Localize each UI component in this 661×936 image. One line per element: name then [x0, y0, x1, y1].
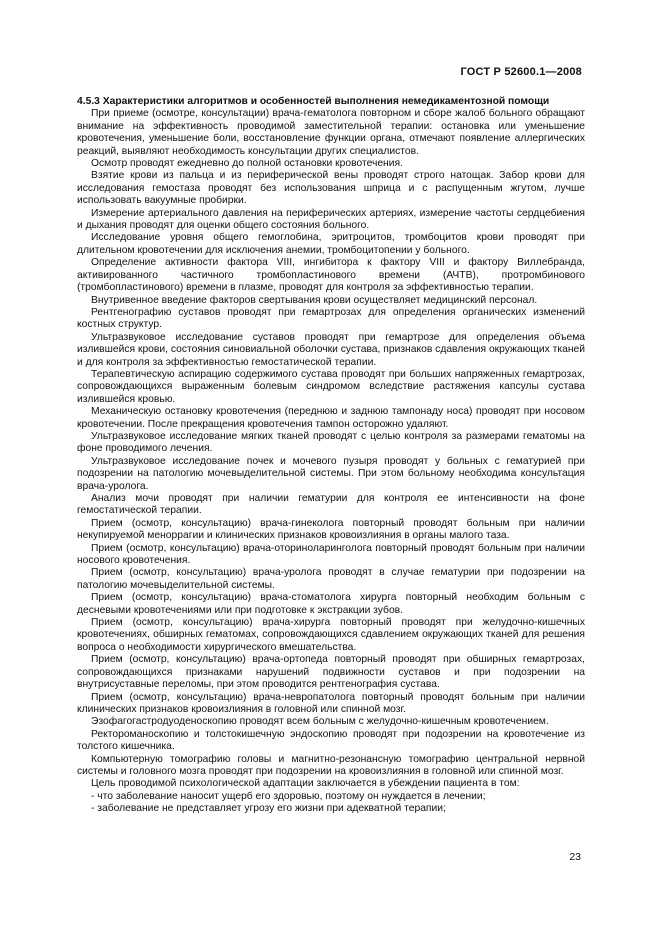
paragraph: При приеме (осмотре, консультации) врача-гематолога повторном и сборе жалоб больного обращают внимание на эффективность проводимой заместительной терапии: остановка или уменьшение кровотечения, уменьшение боли, восстановление функции органа, отмечают появление аллергических реакций, выявляют необходимость консультации других специалистов. [77, 108, 585, 157]
paragraph: Цель проводимой психологической адаптации заключается в убеждении пациента в том: [91, 778, 520, 790]
paragraph: Прием (осмотр, консультацию) врача-уролога проводят в случае гематурии при подозрении на патологию мочевыделительной системы. [77, 567, 585, 591]
paragraph: Анализ мочи проводят при наличии гематурии для контроля ее интенсивности на фоне гемостатической терапии. [77, 493, 585, 517]
paragraph: Компьютерную томографию головы и магнитно-резонансную томографию центральной нервной системы и головного мозга проводят при подозрении на кровоизлияния в головной или спинной мозг. [77, 753, 585, 777]
paragraph: Прием (осмотр, консультацию) врача-гинеколога повторный проводят больным при наличии некупируемой меноррагии и клинических признаков кровоизлияния в органы малого таза. [77, 517, 585, 542]
page-number: 23 [569, 851, 581, 863]
paragraph: Внутривенное введение факторов свертывания крови осуществляет медицинский персонал. [91, 294, 538, 306]
page-body [77, 96, 585, 816]
paragraph: Прием (осмотр, консультацию) врача-ортопеда повторный проводят при обширных гемартрозах, сопровождающихся признаками нарушений подвижности суставов и при подозрении на внутрисуставные переломы, при этом проводится рентгенография сустава. [77, 654, 585, 691]
paragraph: Ректороманоскопию и толстокишечную эндоскопию проводят при подозрении на кровотечение из толстого кишечника. [77, 728, 585, 753]
paragraph: Исследование уровня общего гемоглобина, эритроцитов, тромбоцитов крови проводят при длительном кровотечении для исключения анемии, тромбоцитопении у больного. [77, 232, 585, 256]
paragraph: Прием (осмотр, консультацию) врача-невропатолога повторный проводят больным при наличии клинических признаков кровоизлияния в головной или спинной мозг. [77, 691, 585, 715]
list-item: - что заболевание наносит ущерб его здоровью, поэтому он нуждается в лечении; [91, 790, 486, 802]
paragraph: Рентгенографию суставов проводят при гемартрозах для определения органических изменений костных структур. [77, 306, 585, 331]
paragraph: Определение активности фактора VIII, ингибитора к фактору VIII и фактору Виллебранда, активированного частичного тромбопластинового времени (АЧТВ), протромбинового (тромбопластинового) времени в плазме, проводят для контроля за эффективностью терапии. [77, 257, 585, 294]
paragraph: Измерение артериального давления на периферических артериях, измерение частоты сердцебиения и дыхания проводят для оценки общего состояния больного. [77, 207, 585, 232]
paragraph: Ультразвуковое исследование суставов проводят при гемартрозе для определения объема излившейся крови, состояния синовиальной оболочки сустава, признаков сдавления окружающих тканей и для контроля за эффективностью гемостатической терапии. [77, 331, 585, 368]
paragraph: Взятие крови из пальца и из периферической вены проводят строго натощак. Забор крови для исследования гемостаза проводят без использования шприца и с распущенным жгутом, лучше использовать вакуумные пробирки. [77, 170, 585, 207]
document-header: ГОСТ Р 52600.1—2008 [460, 66, 582, 78]
paragraph: Эзофагогастродуоденоскопию проводят всем больным с желудочно-кишечным кровотечением. [91, 716, 549, 728]
section-heading: 4.5.3 Характеристики алгоритмов и особенностей выполнения немедикаментозной помощи [77, 96, 550, 107]
paragraph: Прием (осмотр, консультацию) врача-хирурга повторный проводят при желудочно-кишечных кровотечениях, обширных гематомах, сопровождающихся сдавлением окружающих тканей для решения вопроса о необходимости хирургического вмешательства. [77, 617, 585, 653]
list-item: - заболевание не представляет угрозу его жизни при адекватной терапии; [91, 803, 446, 815]
paragraph: Механическую остановку кровотечения (переднюю и заднюю тампонаду носа) проводят при носовом кровотечении. После прекращения кровотечения тампон осторожно удаляют. [77, 406, 585, 430]
paragraph: Прием (осмотр, консультацию) врача-стоматолога хирурга повторный необходим больным с десневыми кровотечениями или при подготовке к экстракции зубов. [77, 592, 585, 616]
paragraph: Ультразвуковое исследование мягких тканей проводят с целью контроля за размерами гематомы на фоне проводимого лечения. [77, 430, 585, 455]
paragraph: Осмотр проводят ежедневно до полной остановки кровотечения. [91, 158, 403, 170]
paragraph: Прием (осмотр, консультацию) врача-оториноларинголога повторный проводят больным при наличии носового кровотечения. [77, 542, 585, 567]
paragraph: Ультразвуковое исследование почек и мочевого пузыря проводят у больных с гематурией при подозрении на патологию мочевыделительной системы. При этом больному необходима консультация врача-уролога. [77, 455, 585, 492]
paragraph: Терапевтическую аспирацию содержимого сустава проводят при больших напряженных гемартрозах, сопровождающихся выраженным болевым синдромом вследствие растяжения капсулы сустава излившейся кровью. [77, 368, 585, 405]
